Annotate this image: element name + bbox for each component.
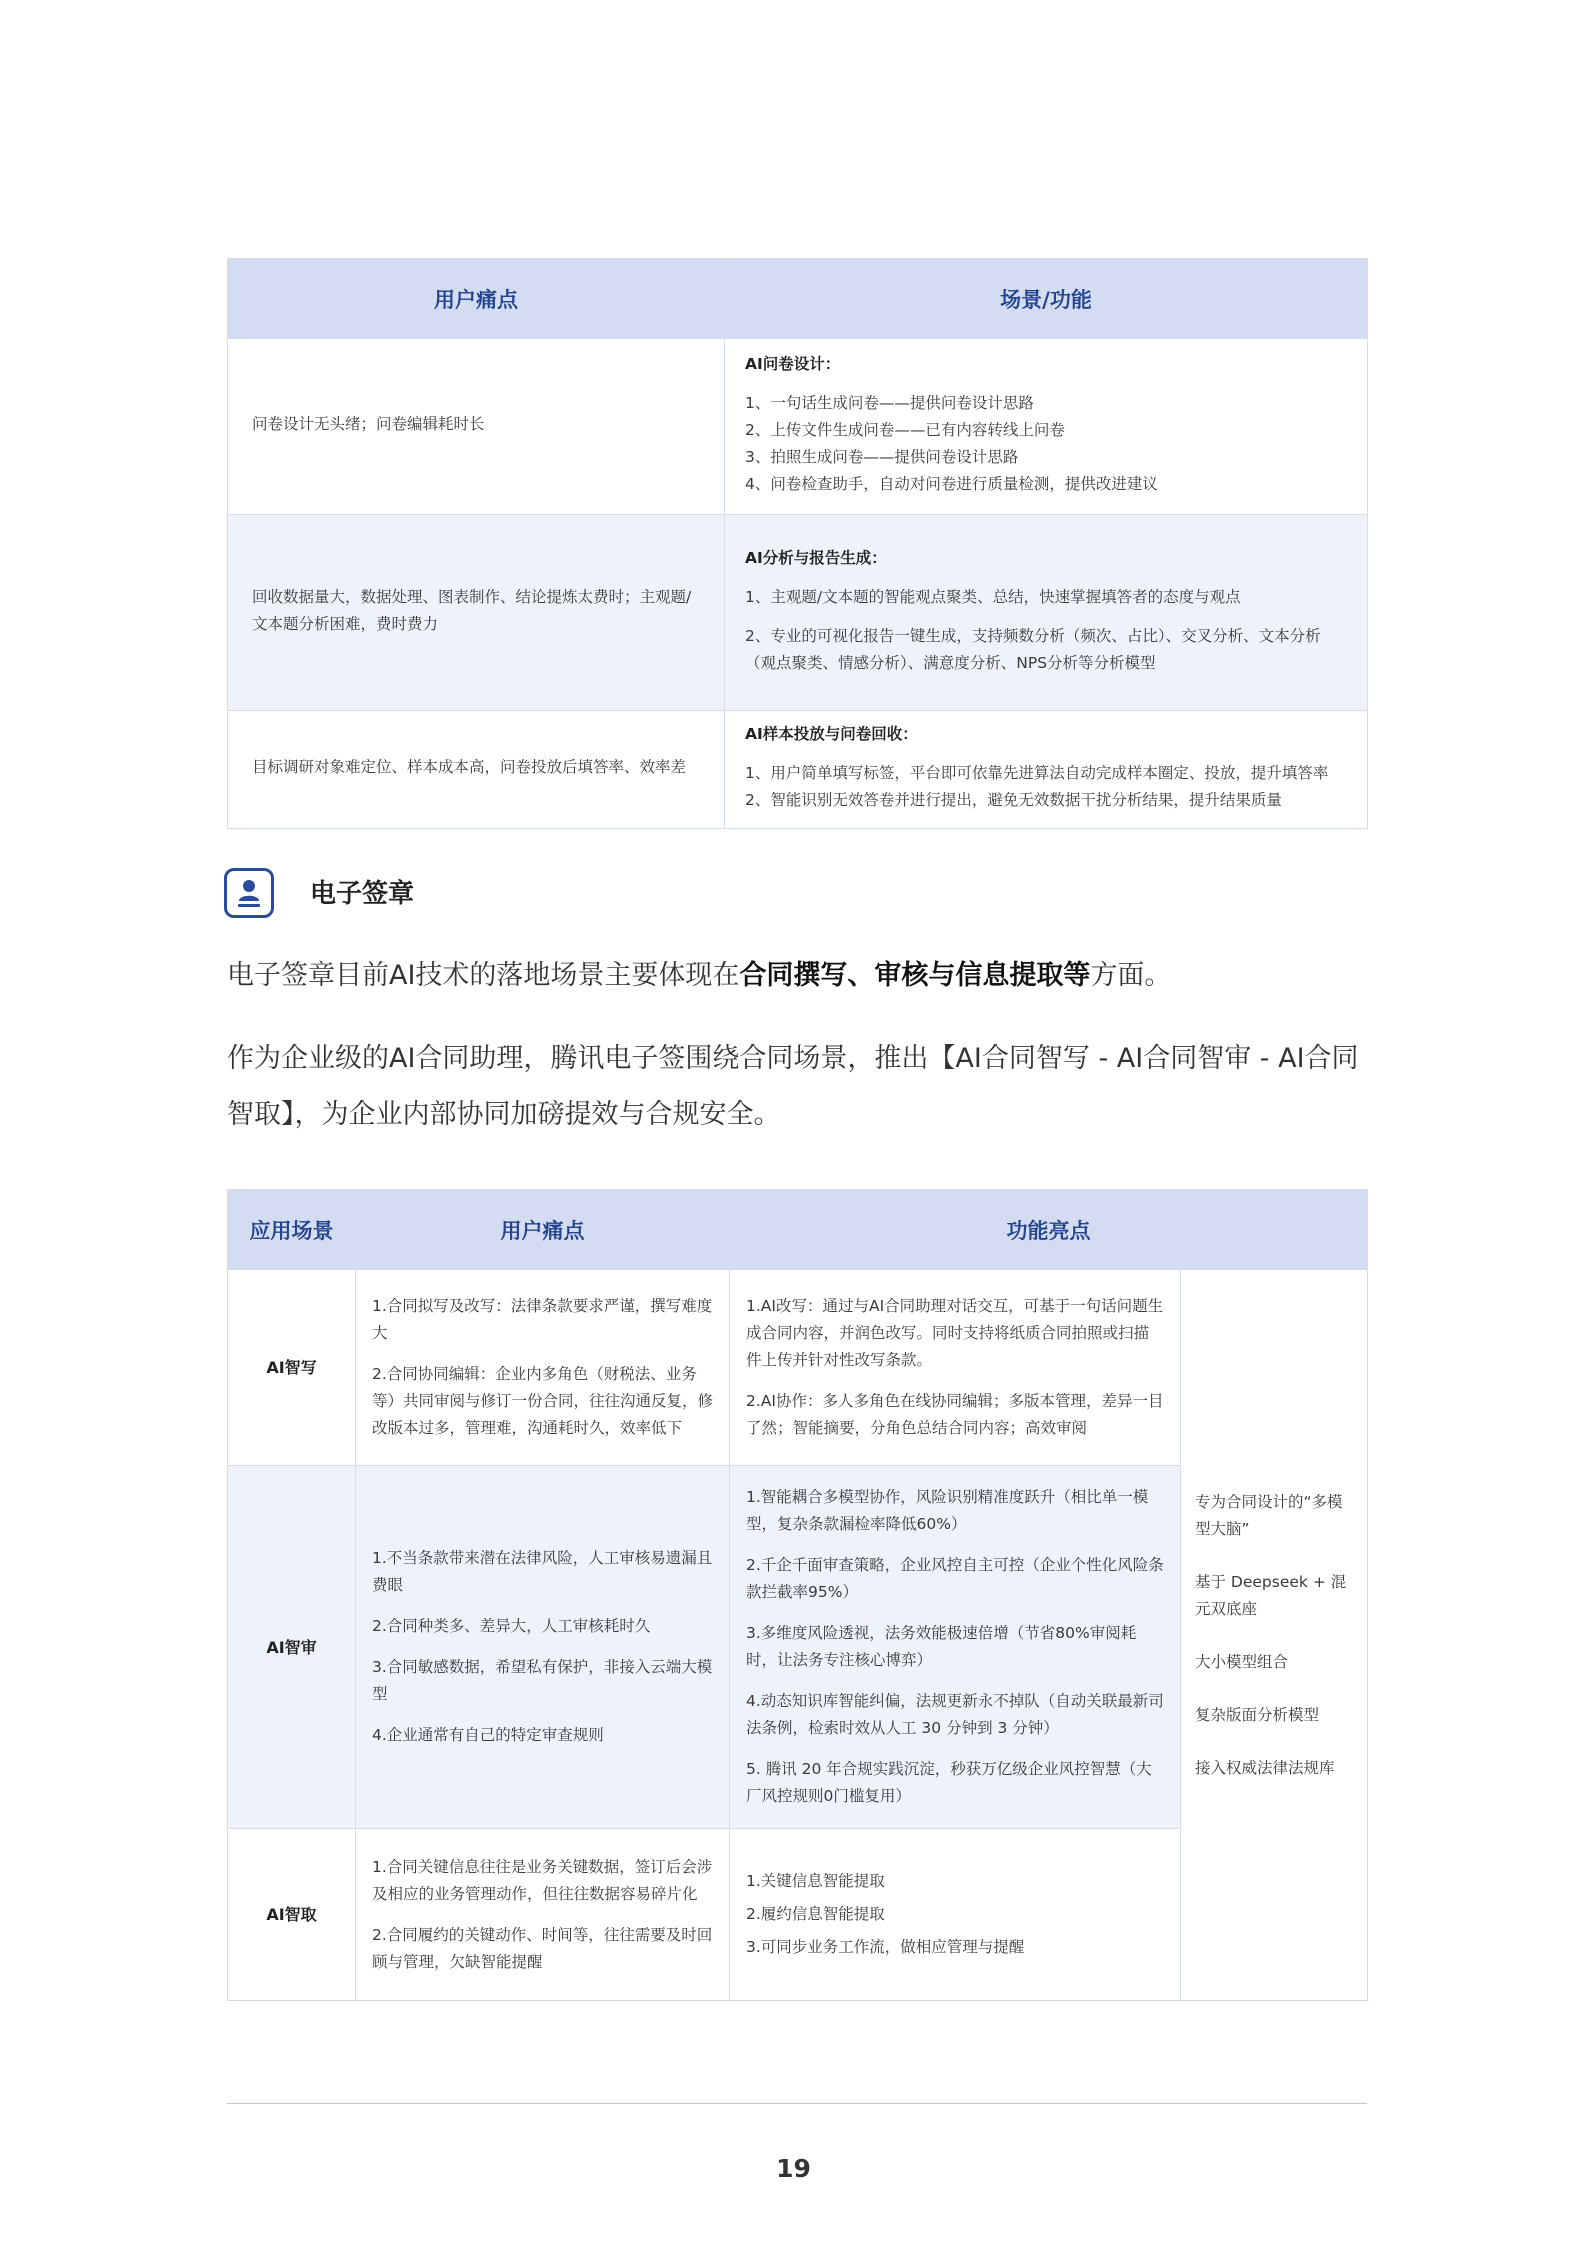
pain-item: 2.合同种类多、差异大，人工审核耗时久 — [372, 1617, 651, 1635]
feature-item: 2、专业的可视化报告一键生成，支持频数分析（频次、占比）、交叉分析、文本分析（观点聚类、情感分析）、满意度分析、NPS分析等分析模型 — [745, 626, 1321, 672]
column-header-pain: 用户痛点 — [228, 259, 725, 339]
model-highlight: 专为合同设计的“多模型大脑” — [1195, 1492, 1343, 1538]
feature-item: 1.关键信息智能提取 — [746, 1872, 885, 1890]
feature-item: 3、拍照生成问卷——提供问卷设计思路 — [745, 448, 1019, 466]
footer-divider — [227, 2103, 1367, 2104]
pain-cell: 目标调研对象难定位、样本成本高，问卷投放后填答率、效率差 — [228, 711, 725, 829]
table-header-row — [228, 259, 1368, 339]
feature-cell — [730, 1466, 1181, 1829]
column-header-pain: 用户痛点 — [356, 1190, 730, 1270]
table-row — [228, 1270, 1368, 1466]
survey-ai-table — [227, 258, 1368, 829]
feature-item: 2、智能识别无效答卷并进行提出，避免无效数据干扰分析结果，提升结果质量 — [745, 791, 1282, 809]
pain-item: 4.企业通常有自己的特定审查规则 — [372, 1726, 604, 1744]
pain-cell — [356, 1829, 730, 2001]
intro-bold-text: 合同撰写、审核与信息提取等 — [739, 960, 1091, 991]
pain-item: 2.合同履约的关键动作、时间等，往往需要及时回顾与管理，欠缺智能提醒 — [372, 1925, 713, 1971]
feature-item: 1、主观题/文本题的智能观点聚类、总结，快速掌握填答者的态度与观点 — [745, 587, 1241, 606]
description-paragraph: 作为企业级的AI合同助理，腾讯电子签围绕合同场景，推出【AI合同智写 - AI合同智审 - AI合同智取】，为企业内部协同加磅提效与合规安全。 — [227, 1043, 1359, 1130]
intro-paragraph — [227, 948, 1372, 1004]
column-header-highlight: 功能亮点 — [730, 1190, 1368, 1270]
model-highlight: 接入权威法律法规库 — [1195, 1758, 1335, 1777]
feature-item: 1.AI改写：通过与AI合同助理对话交互，可基于一句话问题生成合同内容，并润色改写。同时支持将纸质合同拍照或扫描件上传并针对性改写条款。 — [746, 1297, 1164, 1369]
pain-item: 1.不当条款带来潜在法律风险，人工审核易遗漏且费眼 — [372, 1549, 713, 1594]
table-row — [228, 711, 1368, 829]
pain-item: 3.合同敏感数据，希望私有保护，非接入云端大模型 — [372, 1658, 713, 1703]
feature-item: 5. 腾讯 20 年合规实践沉淀，秒获万亿级企业风控智慧（大厂风控规则0门槛复用） — [746, 1760, 1152, 1805]
feature-cell — [725, 339, 1368, 515]
pain-cell — [356, 1270, 730, 1466]
feature-item: 2、上传文件生成问卷——已有内容转线上问卷 — [745, 421, 1065, 439]
pain-cell: 回收数据量大，数据处理、图表制作、结论提炼太费时；主观题/文本题分析困难，费时费力 — [228, 515, 725, 711]
feature-title: AI样本投放与问卷回收： — [745, 725, 918, 743]
pain-cell — [356, 1466, 730, 1829]
contract-ai-table — [227, 1189, 1368, 2001]
scene-cell: AI智取 — [228, 1829, 356, 2001]
feature-item: 3.可同步业务工作流，做相应管理与提醒 — [746, 1938, 1025, 1956]
feature-item: 1、用户简单填写标签，平台即可依靠先进算法自动完成样本圈定、投放，提升填答率 — [745, 764, 1329, 782]
model-highlight: 基于 Deepseek + 混元双底座 — [1195, 1572, 1347, 1618]
section-title: 电子签章 — [310, 879, 415, 909]
pain-item: 2.合同协同编辑：企业内多角色（财税法、业务等）共同审阅与修订一份合同，往往沟通反复，修改版本过多，管理难，沟通耗时久，效率低下 — [372, 1365, 714, 1437]
feature-item: 2.千企千面审查策略，企业风控自主可控（企业个性化风险条款拦截率95%） — [746, 1556, 1164, 1601]
feature-cell — [730, 1270, 1181, 1466]
pain-item: 1.合同拟写及改写：法律条款要求严谨，撰写难度大 — [372, 1297, 713, 1342]
feature-title: AI分析与报告生成： — [745, 548, 887, 567]
feature-item: 1.智能耦合多模型协作，风险识别精准度跃升（相比单一模型，复杂条款漏检率降低60%） — [746, 1488, 1149, 1533]
feature-item: 1、一句话生成问卷——提供问卷设计思路 — [745, 394, 1034, 412]
feature-item: 2.履约信息智能提取 — [746, 1905, 885, 1923]
table-header-row — [228, 1190, 1368, 1270]
feature-item: 3.多维度风险透视，法务效能极速倍增（节省80%审阅耗时，让法务专注核心博弈） — [746, 1624, 1137, 1669]
model-highlight: 复杂版面分析模型 — [1195, 1705, 1320, 1724]
feature-item: 4.动态知识库智能纠偏，法规更新永不掉队（自动关联最新司法条例，检索时效从人工 30 分钟到 3 分钟） — [746, 1692, 1164, 1737]
intro-text-end: 方面。 — [1090, 960, 1172, 991]
pain-cell: 问卷设计无头绪；问卷编辑耗时长 — [228, 339, 725, 515]
model-highlight: 大小模型组合 — [1195, 1652, 1289, 1671]
column-header-scene: 应用场景 — [228, 1190, 356, 1270]
table-row — [228, 515, 1368, 711]
scene-cell: AI智写 — [228, 1270, 356, 1466]
intro-text: 电子签章目前AI技术的落地场景主要体现在 — [227, 960, 740, 991]
table-row — [228, 339, 1368, 515]
page-number: 19 — [776, 2154, 811, 2183]
feature-item: 4、问卷检查助手，自动对问卷进行质量检测，提供改进建议 — [745, 475, 1158, 493]
scene-cell: AI智审 — [228, 1466, 356, 1829]
feature-title: AI问卷设计： — [745, 355, 841, 373]
feature-item: 2.AI协作：多人多角色在线协同编辑；多版本管理，差异一目了然；智能摘要，分角色总结合同内容；高效审阅 — [746, 1392, 1164, 1437]
model-highlights-cell — [1181, 1270, 1368, 2001]
feature-cell — [725, 515, 1368, 711]
feature-cell — [725, 711, 1368, 829]
stamp-user-icon — [224, 868, 274, 918]
column-header-feature: 场景/功能 — [725, 259, 1368, 339]
feature-cell — [730, 1829, 1181, 2001]
pain-item: 1.合同关键信息往往是业务关键数据，签订后会涉及相应的业务管理动作，但往往数据容易碎片化 — [372, 1857, 713, 1903]
